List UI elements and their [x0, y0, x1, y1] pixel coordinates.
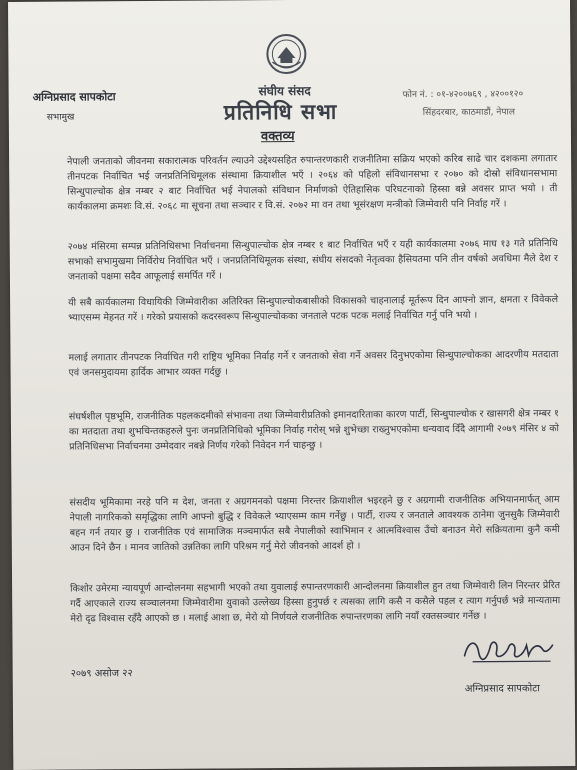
handwritten-signature [458, 631, 558, 668]
paragraph: संघर्षशील पृष्ठभूमि, राजनीतिक पहलकदमीको संभावना तथा जिम्मेवारीप्रतिको इमानदारिताका कारण पार्टी, सिन्धुपाल्चोक र खासगरी क्षेत्र नम्बर १ का मतदाता तथा शुभचिन्तकहरुले पुनः जनप्रतिनिधिको भूमिका निर्वाह गरोस् भन्ने शुभेच्छा राख्नुभएकोमा धन्यवाद दिँदै आगामी २०७९ मंसिर ४ को प्रतिनिधिसभा निर्वाचनमा उम्मेदवार नबन्ने निर्णय गरेको निवेदन गर्न चाहन्छु । [68, 408, 560, 453]
speaker-name: अग्निप्रसाद सापकोटा [32, 90, 116, 104]
paragraph: यी सबै कार्यकालमा विधायिकी जिम्मेवारीका अतिरिक्त सिन्धुपाल्चोकबासीको विकासको चाहनालाई मूर्तरूप दिन आफ्नो ज्ञान, क्षमता र विवेकले भ्याएसम्म मेहनत गरें । गरेको प्रयासको कदरस्वरूप सिन्धुपाल्चोकका जनताले पटक पटक मलाई निर्वाचित गर्नु पनि भयो । [68, 294, 559, 324]
paragraph: २०७४ मंसिरमा सम्पन्न प्रतिनिधिसभा निर्वाचनमा सिन्धुपाल्चोक क्षेत्र नम्बर १ बाट निर्वाचित भएँ र यही कार्यकालमा २०७६ माघ १३ गते प्रतिनिधि सभाको सभामुखमा निर्विरोध निर्वाचित भएँ । जनप्रतिनिधिमूलक संस्था, संघीय संसदको नेतृत्वका हैसियतमा पनि तीन वर्षको अवधिमा मैले देश र जनताको पक्षमा सदैव आफूलाई समर्पित गरें । [67, 238, 558, 283]
paragraph: नेपाली जनताको जीवनमा सकारात्मक परिवर्तन ल्याउने उद्देश्यसहित रुपान्तरणकारी राजनीतिमा सक्रिय भएको करिब साढे चार दशकमा लगातार तीनपटक निर्वाचित भई जनप्रतिनिधिमूलक संस्थामा क्रियाशील भएँ । २०६४ को पहिलो संविधानसभा र २०७० को दोस्रो संविधानसभामा सिन्धुपाल्चोक क्षेत्र नम्बर २ बाट निर्वाचित भई नेपालको संविधान निर्माणको ऐतिहासिक परिघटनाको हिस्सा बन्ने अवसर प्राप्त भयो । ती कार्यकालमा क्रमशः वि.सं. २०६८ मा सूचना तथा सञ्चार र वि.सं. २०७२ मा वन तथा भूसंरक्षण मन्त्रीको जिम्मेवारी पनि निर्वाह गरें । [67, 153, 558, 213]
signatory-name: अग्निप्रसाद सापकोटा [464, 683, 540, 695]
parliament-emblem-icon [264, 32, 308, 76]
statement-title: वक्तव्य [260, 128, 295, 145]
paragraph: मलाई लगातार तीनपटक निर्वाचित गरी राष्ट्रिय भूमिका निर्वाह गर्ने र जनताको सेवा गर्ने अवसर दिनुभएकोमा सिन्धुपाल्चोकका आदरणीय मतदाता एवं जनसमुदायमा हार्दिक आभार व्यक्त गर्दछु । [68, 349, 559, 379]
speaker-role: सभामुख [46, 112, 75, 123]
paragraph: किशोर उमेरमा न्यायपूर्ण आन्दोलनमा सहभागी भएको तथा युवालाई रुपान्तरणकारी आन्दोलनमा क्रियाशील हुन तथा जिम्मेवारी लिन निरन्तर प्रेरित गर्दै आएकाले राज्य सञ्चालनमा जिम्मेवारीमा युवाको उल्लेख्य हिस्सा हुनुपर्छ र त्यसका लागि कसै न कसैले पहल र त्याग गर्नुपर्छ भन्ने मान्यतामा मेरो दृढ विश्वास रहँदै आएको छ । मलाई आशा छ, मेरो यो निर्णयले राजनीतिक रुपान्तरणका लागि नयाँ रक्तसञ्चार गर्नेछ । [70, 580, 561, 625]
paragraph: संसदीय भूमिकामा नरहे पनि म देश, जनता र अग्रगमनको पक्षमा निरन्तर क्रियाशील भइरहने छु र अग्रगामी राजनीतिक अभियानमार्फत् आम नेपाली नागरिकको समृद्धिका लागि आफ्नो बुद्धि र विवेकले भ्याएसम्म काम गर्नेछु । पार्टी, राज्य र जनताले आवश्यक ठानेमा जुनसुकै जिम्मेवारी बहन गर्न तयार छु । राजनीतिक एवं सामाजिक मञ्चमार्फत सबै नेपालीको स्वाभिमान र आत्मविश्वास उँचो बनाउन मेरो सक्रियतामा कुनै कमी आउन दिने छैन । मानव जातिको उन्नतिका लागि परिश्रम गर्नु मेरो जीवनको आदर्श हो । [69, 494, 560, 554]
phone-number: फोन नं. : ०१-४२००७६९ , ४२००१२० [402, 89, 524, 101]
letterhead-page [8, 0, 575, 770]
house-title: प्रतिनिधि सभा [223, 99, 338, 125]
statement-date: २०७९ असोज २२ [70, 668, 133, 680]
federal-parliament-label: संघीय संसद [258, 83, 311, 99]
address: सिंहदरबार, काठमाडौं, नेपाल [422, 107, 515, 119]
